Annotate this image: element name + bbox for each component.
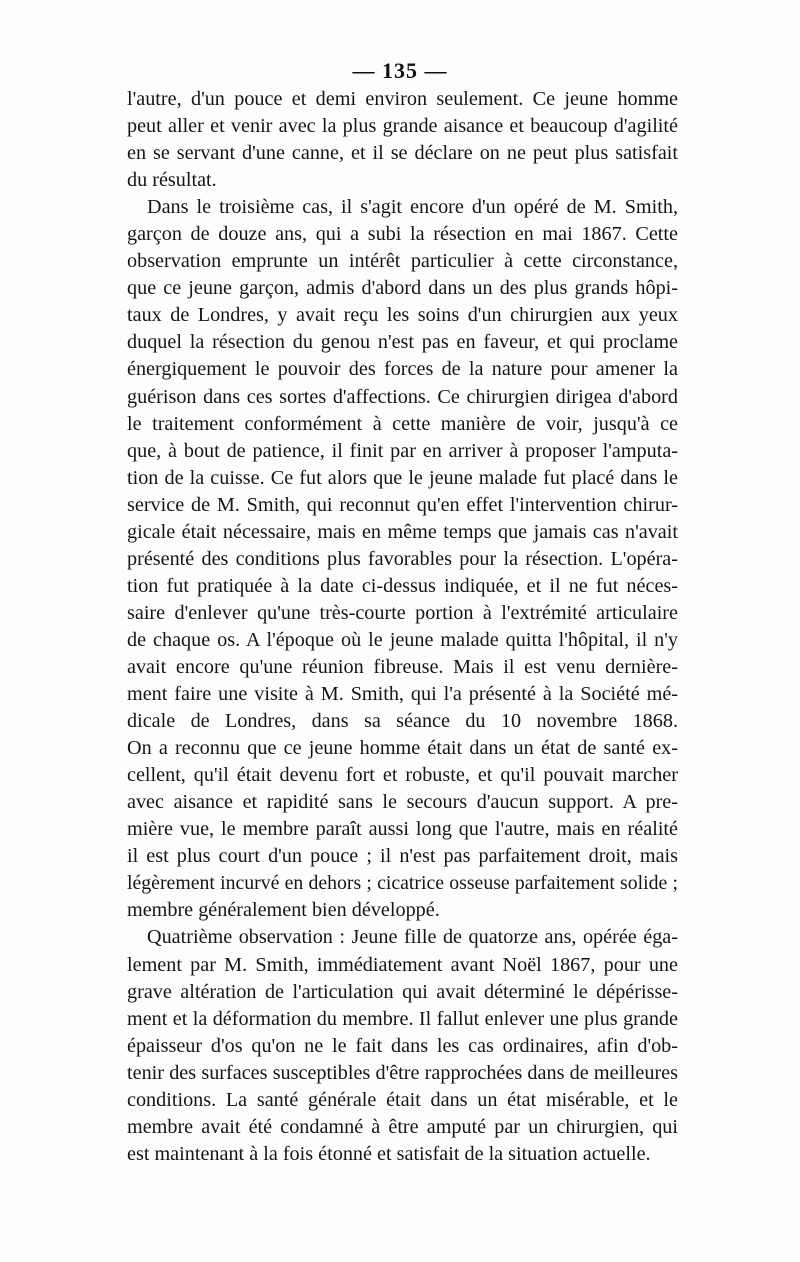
- text-line: le traitement conformément à cette manière de voir, jusqu'à ce: [127, 412, 678, 435]
- text-line: tenir des surfaces susceptibles d'être rapprochées dans de meilleures: [127, 1061, 678, 1084]
- text-line: énergiquement le pouvoir des forces de la nature pour amener la: [127, 358, 678, 381]
- text-line: membre généralement bien développé.: [127, 899, 440, 922]
- text-line: mière vue, le membre paraît aussi long que l'autre, mais en réalité: [127, 818, 678, 841]
- text-line: du résultat.: [127, 169, 217, 192]
- text-line: que, à bout de patience, il finit par en arriver à proposer l'amputa-: [127, 439, 678, 462]
- paragraph: [127, 194, 678, 924]
- paragraph: [127, 924, 678, 1167]
- text-line: duquel la résection du genou n'est pas en faveur, et qui proclame: [127, 331, 678, 354]
- text-line: tion fut pratiquée à la date ci-dessus indiquée, et il ne fut néces-: [127, 574, 678, 597]
- text-line: il est plus court d'un pouce ; il n'est pas parfaitement droit, mais: [127, 845, 678, 868]
- text-line: ment faire une visite à M. Smith, qui l'a présenté à la Société mé-: [127, 683, 678, 706]
- text-line: lement par M. Smith, immédiatement avant Noël 1867, pour une: [127, 953, 678, 976]
- text-line: guérison dans ces sortes d'affections. Ce chirurgien dirigea d'abord: [127, 385, 678, 408]
- text-line: dicale de Londres, dans sa séance du 10 novembre 1868.: [127, 710, 678, 733]
- text-line: observation emprunte un intérêt particulier à cette circonstance,: [127, 250, 678, 273]
- text-line: garçon de douze ans, qui a subi la résection en mai 1867. Cette: [127, 223, 678, 246]
- text-line: en se servant d'une canne, et il se déclare on ne peut plus satisfait: [127, 142, 678, 165]
- text-line: de chaque os. A l'époque où le jeune malade quitta l'hôpital, il n'y: [127, 628, 678, 651]
- text-line: On a reconnu que ce jeune homme était dans un état de santé ex-: [127, 737, 678, 760]
- text-line: conditions. La santé générale était dans un état misérable, et le: [127, 1088, 678, 1111]
- text-line: saire d'enlever qu'une très-courte portion à l'extrémité articulaire: [127, 601, 678, 624]
- text-line: Quatrième observation : Jeune fille de quatorze ans, opérée éga-: [147, 926, 678, 949]
- text-line: que ce jeune garçon, admis d'abord dans un des plus grands hôpi-: [127, 277, 678, 300]
- text-line: ment et la déformation du membre. Il fallut enlever une plus grande: [127, 1007, 678, 1030]
- text-line: est maintenant à la fois étonné et satisfait de la situation actuelle.: [127, 1142, 651, 1165]
- text-line: membre avait été condamné à être amputé par un chirurgien, qui: [127, 1115, 678, 1138]
- text-line: avec aisance et rapidité sans le secours d'aucun support. A pre-: [127, 791, 678, 814]
- body-text: [127, 86, 678, 1168]
- text-line: grave altération de l'articulation qui avait déterminé le dépérisse-: [127, 980, 678, 1003]
- text-line: service de M. Smith, qui reconnut qu'en effet l'intervention chirur-: [127, 493, 678, 516]
- text-line: épaisseur d'os qu'on ne le fait dans les cas ordinaires, afin d'ob-: [127, 1034, 678, 1057]
- text-line: présenté des conditions plus favorables pour la résection. L'opéra-: [127, 547, 678, 570]
- text-line: avait encore qu'une réunion fibreuse. Mais il est venu dernière-: [127, 655, 678, 678]
- text-line: Dans le troisième cas, il s'agit encore d'un opéré de M. Smith,: [147, 196, 678, 219]
- text-line: peut aller et venir avec la plus grande aisance et beaucoup d'agilité: [127, 115, 678, 138]
- text-line: légèrement incurvé en dehors ; cicatrice osseuse parfaitement solide ;: [127, 872, 678, 895]
- text-line: gicale était nécessaire, mais en même temps que jamais cas n'avait: [127, 520, 678, 543]
- paragraph: [127, 86, 678, 194]
- text-line: taux de Londres, y avait reçu les soins d'un chirurgien aux yeux: [127, 304, 678, 327]
- page-number: — 135 —: [352, 58, 448, 83]
- text-line: l'autre, d'un pouce et demi environ seulement. Ce jeune homme: [127, 88, 678, 110]
- text-line: tion de la cuisse. Ce fut alors que le jeune malade fut placé dans le: [127, 466, 678, 489]
- text-line: cellent, qu'il était devenu fort et robuste, et qu'il pouvait marcher: [127, 764, 678, 787]
